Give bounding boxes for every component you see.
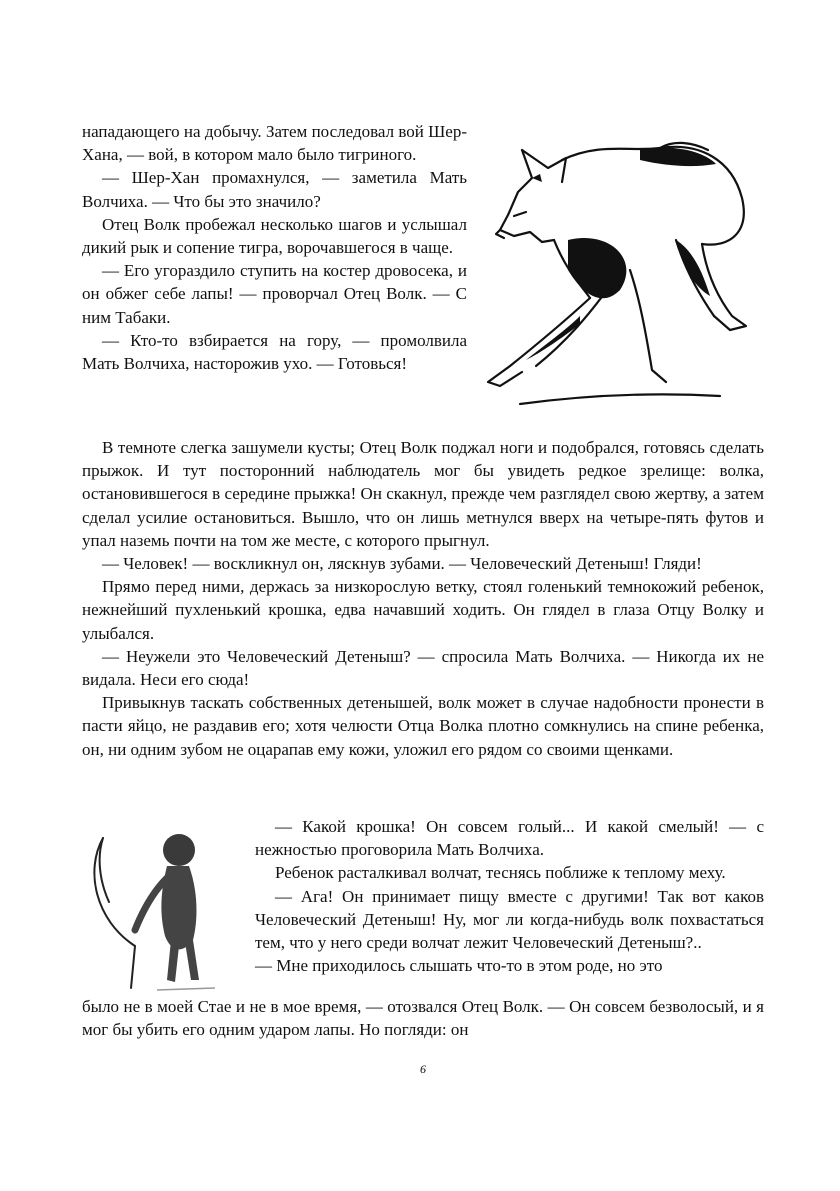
top-column-text (82, 120, 467, 375)
paragraph: Прямо перед ними, держась за низкорослую ветку, стоял голенький темнокожий ребенок, нежнейший пухленький крошка, едва начавший ходить. Он глядел в глаза Отцу Волку и улыбался. (82, 577, 764, 643)
paragraph: — Человек! — воскликнул он, ляскнув зубами. — Человеческий Детеныш! Гляди! (102, 554, 702, 574)
wolf-illustration (470, 120, 770, 420)
paragraph: — Кто-то взбирается на гору, — промолвила Мать Волчиха, насторожив ухо. — Готовься! (82, 330, 467, 374)
page-number: 6 (420, 1062, 426, 1076)
paragraph: — Его угораздило ступить на костер дровосека, и он обжег себе лапы! — проворчал Отец Волк. — С ним Табаки. (82, 261, 467, 327)
paragraph: — Неужели это Человеческий Детеныш? — спросила Мать Волчиха. — Никогда их не видала. Неси его сюда! (82, 646, 764, 690)
paragraph: — Ага! Он принимает пищу вместе с другими! Так вот каков Человеческий Детеныш! Ну, мог ли когда-нибудь волк похвастаться тем, что у него среди волчат лежит Человеческий Детеныш?.. (255, 886, 764, 953)
middle-text (255, 815, 764, 977)
bottom-text (82, 995, 764, 1041)
paragraph: было не в моей Стае и не в мое время, — отозвался Отец Волк. — Он совсем безволосый, и я мог бы убить его одним ударом лапы. Но погляди: он (82, 997, 764, 1040)
paragraph: Отец Волк пробежал несколько шагов и услышал дикий рык и сопение тигра, ворочавшегося в чаще. (82, 214, 467, 258)
paragraph: В темноте слегка зашумели кусты; Отец Волк поджал ноги и подобрался, готовясь сделать прыжок. И тут посторонний наблюдатель мог бы увидеть редкое зрелище: волка, остановившегося в середине прыжка! Он скакнул, прежде чем разглядел свою жертву, а затем сделал усилие остановиться. Вышло, что он лишь метнулся вверх на четыре-пять футов и упал наземь почти на том же месте, с которого прыгнул. (82, 438, 764, 550)
paragraph: Привыкнув таскать собственных детенышей, волк может в случае надобности пронести в пасти яйцо, не раздавив его; хотя челюсти Отца Волка плотно сомкнулись на спине ребенка, он, ни одним зубом не оцарапав ему кожи, уложил его рядом со своими щенками. (82, 693, 764, 759)
boy-illustration (75, 820, 245, 995)
paragraph: — Шер-Хан промахнулся, — заметила Мать Волчиха. — Что бы это значило? (82, 168, 467, 211)
paragraph: — Мне приходилось слышать что-то в этом роде, но это (255, 956, 663, 976)
paragraph: Ребенок расталкивал волчат, теснясь поближе к теплому меху. (275, 863, 726, 883)
paragraph: — Какой крошка! Он совсем голый... И какой смелый! — с нежностью проговорила Мать Волчиха. (255, 817, 764, 860)
main-text (82, 436, 764, 761)
paragraph: нападающего на добычу. Затем последовал вой Шер-Хана, — вой, в котором мало было тигриного. (82, 122, 467, 165)
